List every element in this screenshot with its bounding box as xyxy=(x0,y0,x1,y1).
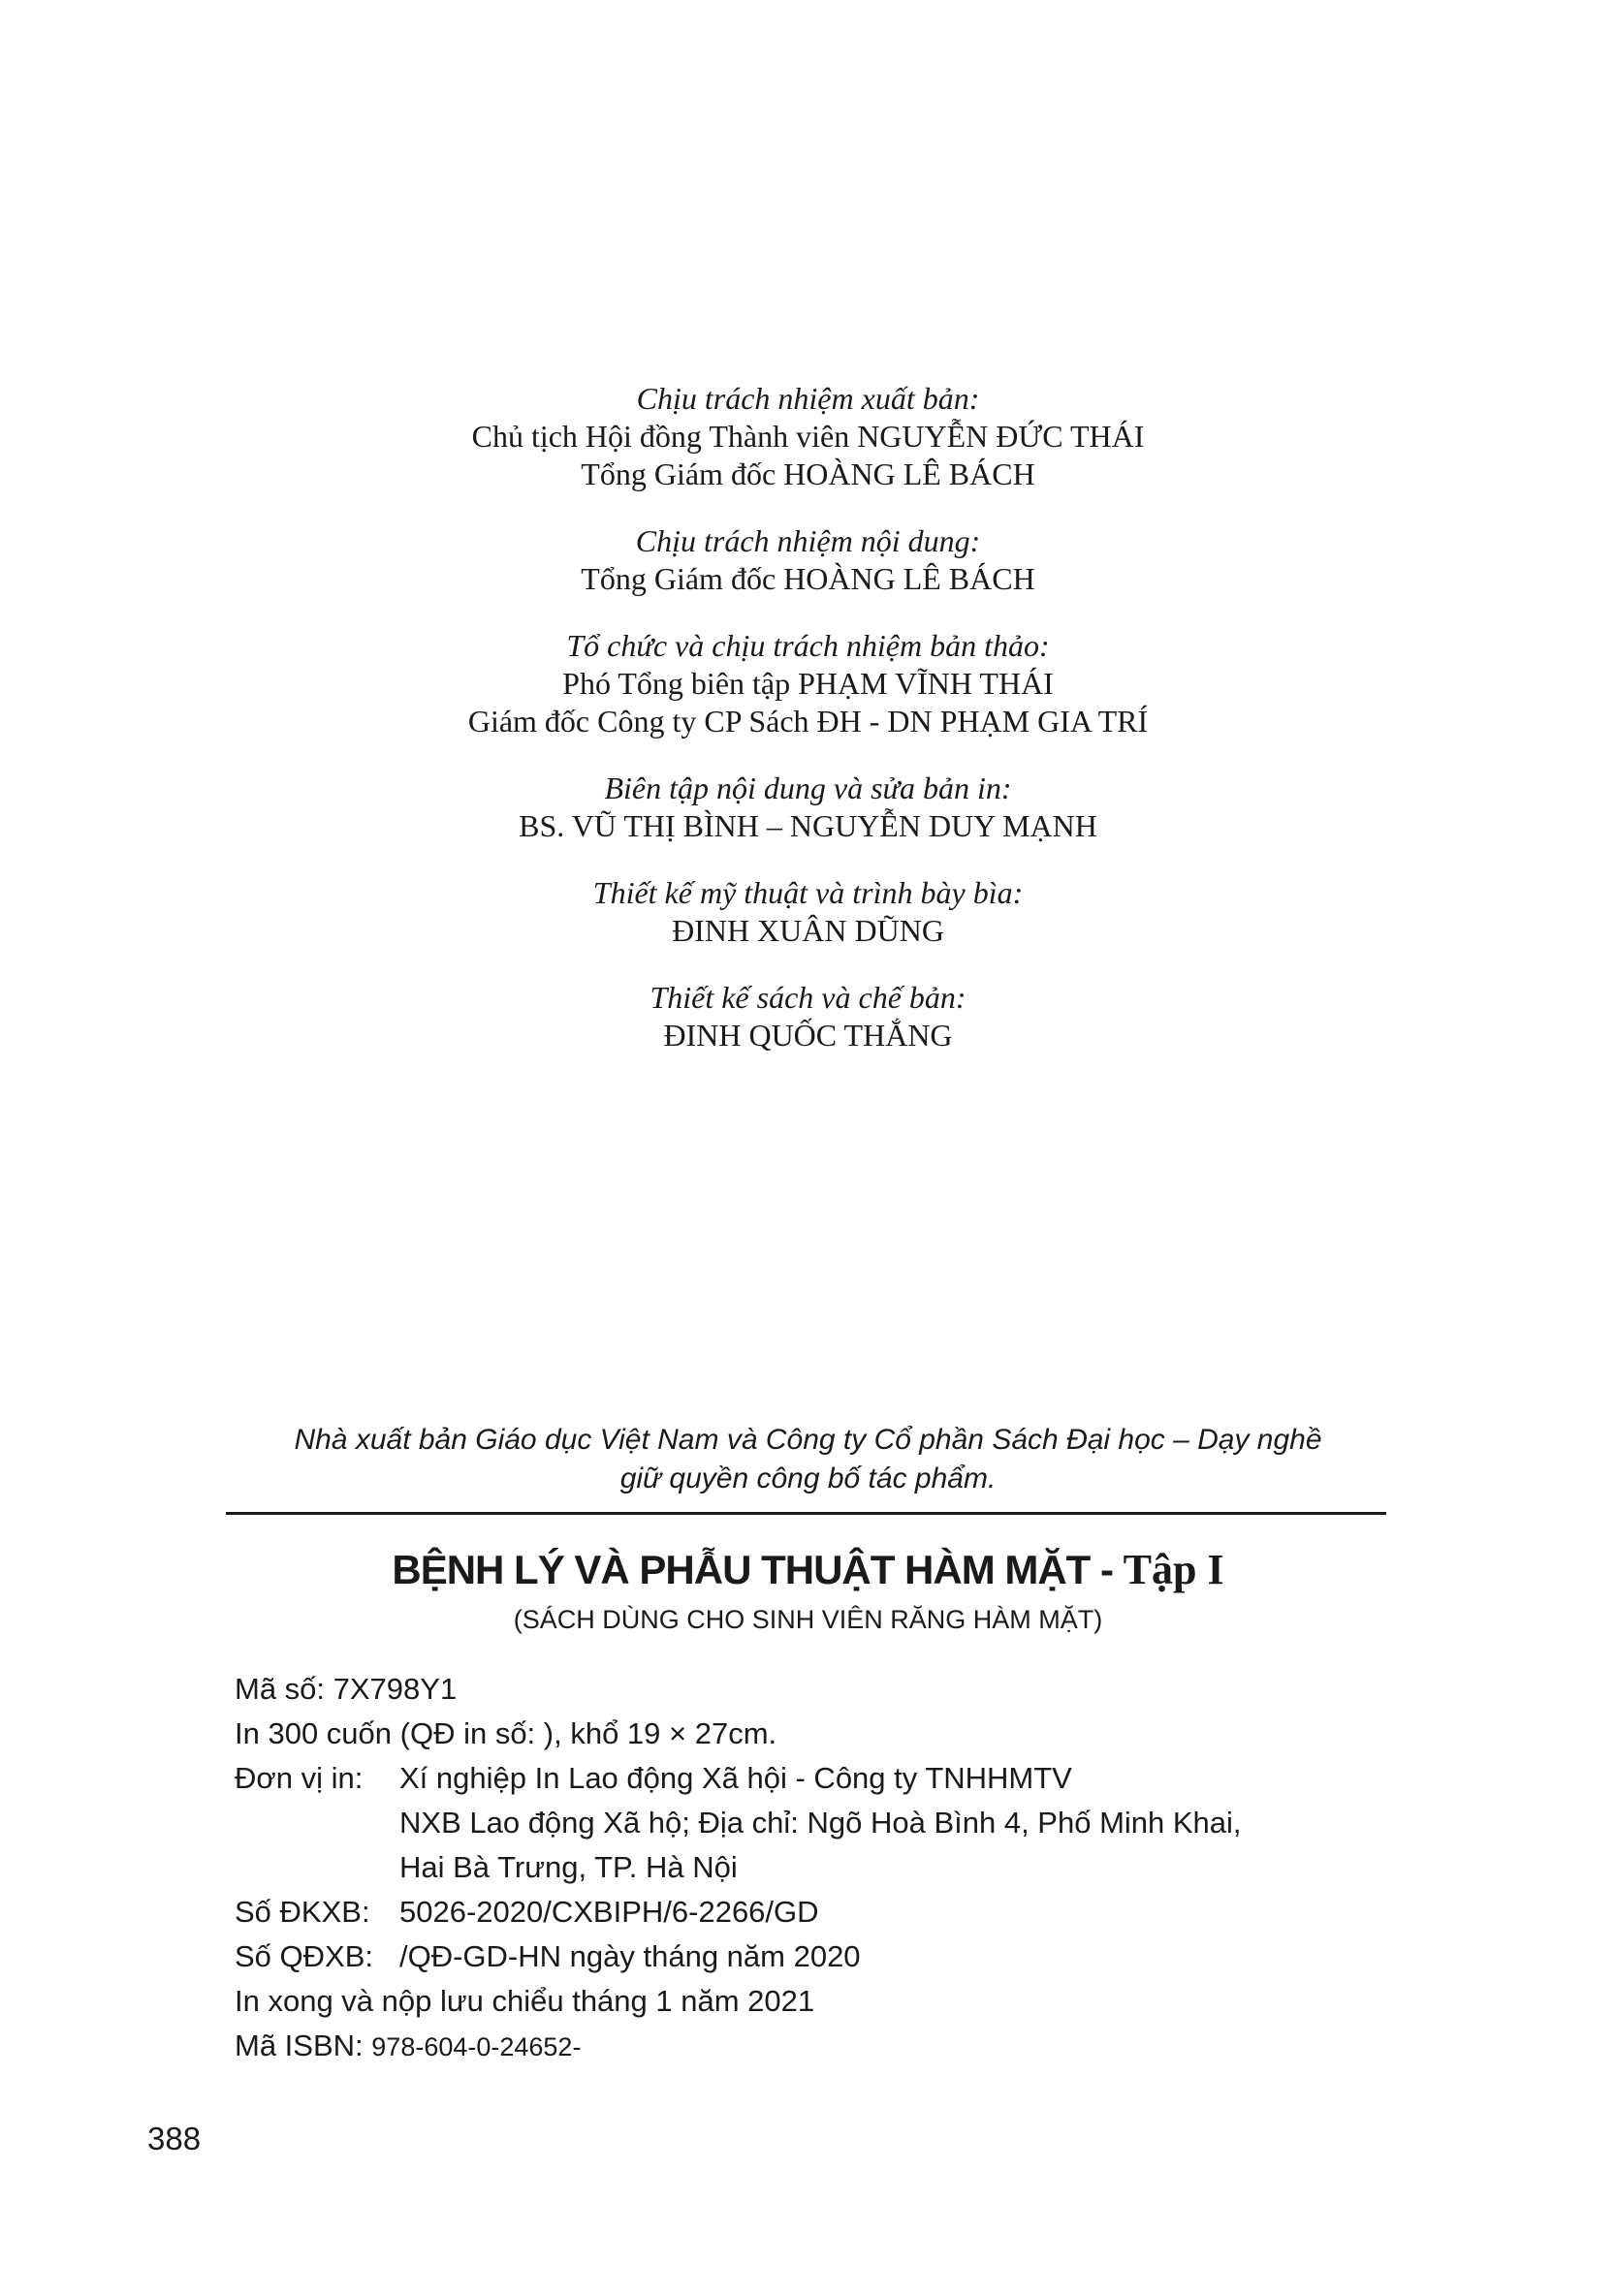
qdxb-row xyxy=(235,1934,1398,1979)
qdxb-label: Số QĐXB: xyxy=(235,1939,373,1973)
credit-publishing xyxy=(0,380,1616,493)
credit-line: Tổng Giám đốc HOÀNG LÊ BÁCH xyxy=(581,456,1035,491)
credit-heading: Thiết kế sách và chế bản: xyxy=(650,980,966,1015)
isbn-row xyxy=(235,2024,1398,2069)
qdxb-value: /QĐ-GD-HN ngày tháng năm 2020 xyxy=(399,1939,861,1973)
printer-label: Đơn vị in: xyxy=(235,1761,364,1795)
rights-line: Nhà xuất bản Giáo dục Việt Nam và Công ty Cổ phần Sách Đại học – Dạy nghề xyxy=(294,1424,1322,1456)
credit-line: Giám đốc Công ty CP Sách ĐH - DN PHẠM GIA TRÍ xyxy=(467,704,1149,739)
print-run-row: In 300 cuốn (QĐ in số: ), khổ 19 × 27cm. xyxy=(235,1716,777,1750)
printer-line: NXB Lao động Xã hộ; Địa chỉ: Ngõ Hoà Bình 4, Phố Minh Khai, xyxy=(399,1806,1242,1840)
credit-book-design xyxy=(0,979,1616,1054)
code-row: Mã số: 7X798Y1 xyxy=(235,1672,458,1706)
credit-heading: Chịu trách nhiệm xuất bản: xyxy=(636,381,980,416)
rights-line: giữ quyền công bố tác phẩm. xyxy=(619,1463,997,1494)
page-number: 388 xyxy=(147,2121,202,2156)
dkxb-row xyxy=(235,1890,1398,1934)
isbn-value: 978-604-0-24652- xyxy=(371,2032,582,2061)
isbn-label: Mã ISBN: xyxy=(235,2029,364,2062)
credit-cover-design xyxy=(0,874,1616,950)
credit-heading: Biên tập nội dung và sửa bản in: xyxy=(604,771,1012,805)
credit-heading: Thiết kế mỹ thuật và trình bày bìa: xyxy=(592,875,1024,910)
credit-heading: Chịu trách nhiệm nội dung: xyxy=(635,523,981,558)
credit-manuscript xyxy=(0,627,1616,740)
book-volume: Tập I xyxy=(1123,1546,1224,1593)
colophon xyxy=(235,1667,1398,2069)
credit-line: ĐINH XUÂN DŨNG xyxy=(672,913,944,948)
credit-line: Tổng Giám đốc HOÀNG LÊ BÁCH xyxy=(581,561,1035,596)
credit-line: Chủ tịch Hội đồng Thành viên NGUYỄN ĐỨC THÁI xyxy=(471,419,1145,454)
credit-editing xyxy=(0,770,1616,845)
rights-notice xyxy=(0,1421,1616,1498)
divider xyxy=(226,1512,1386,1515)
printer-row xyxy=(235,1756,1398,1801)
credit-line: BS. VŨ THỊ BÌNH – NGUYỄN DUY MẠNH xyxy=(519,808,1097,843)
credit-line: ĐINH QUỐC THẮNG xyxy=(663,1018,953,1053)
credit-content xyxy=(0,522,1616,598)
credit-heading: Tổ chức và chịu trách nhiệm bản thảo: xyxy=(566,628,1050,663)
credit-line: Phó Tổng biên tập PHẠM VĨNH THÁI xyxy=(562,666,1054,701)
credits-section xyxy=(0,380,1616,1084)
dkxb-value: 5026-2020/CXBIPH/6-2266/GD xyxy=(399,1895,819,1929)
book-title xyxy=(0,1545,1616,1594)
printer-line: Hai Bà Trưng, TP. Hà Nội xyxy=(399,1850,738,1884)
book-subtitle: (SÁCH DÙNG CHO SINH VIÊN RĂNG HÀM MẶT) xyxy=(513,1605,1103,1634)
book-title-main: BỆNH LÝ VÀ PHẪU THUẬT HÀM MẶT - xyxy=(392,1547,1124,1592)
deposit-row: In xong và nộp lưu chiểu tháng 1 năm 2021 xyxy=(235,1984,815,2018)
dkxb-label: Số ĐKXB: xyxy=(235,1895,370,1929)
printer-line: Xí nghiệp In Lao động Xã hội - Công ty TNHHMTV xyxy=(399,1761,1072,1795)
